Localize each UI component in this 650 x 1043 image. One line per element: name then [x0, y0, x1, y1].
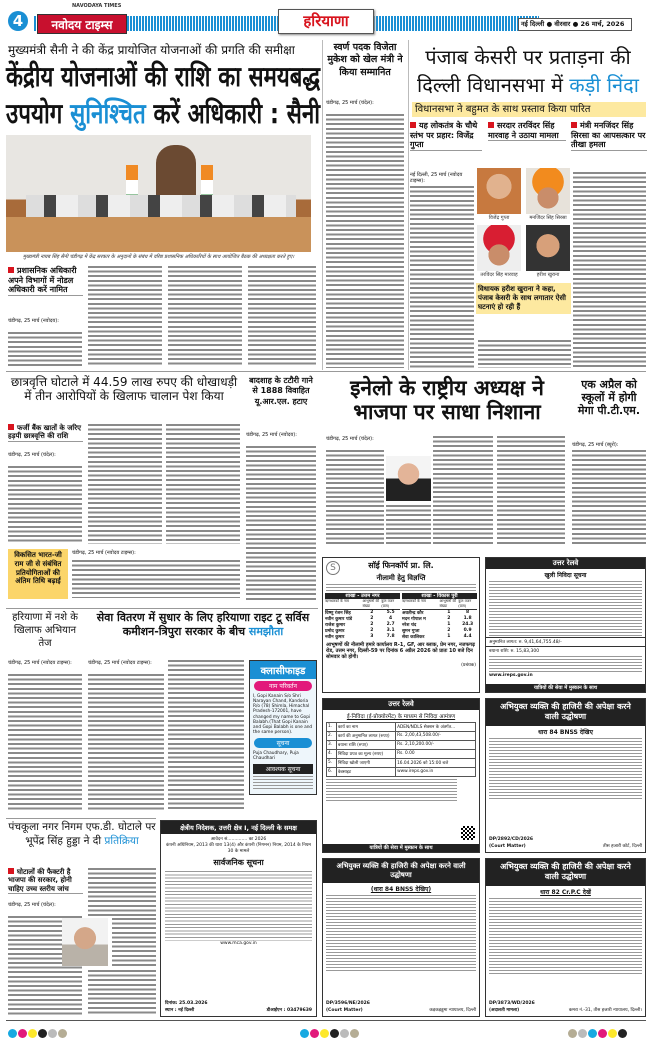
col-header: ऋणधारकों के नाम	[402, 599, 427, 603]
table-cell: 5.5	[386, 610, 395, 615]
viksit-label: विकसित भारत-जी राम जी से संबंधित प्रतियोगिताओं की अंतिम तिथि बढ़ाई	[8, 549, 68, 599]
punjab-strap: विधानसभा ने बहुमत के साथ प्रस्ताव किया पारित	[415, 104, 591, 115]
drugs-body	[8, 674, 82, 812]
table-cell: www.ireps.gov.in	[395, 768, 475, 776]
table-cell: 2	[447, 628, 451, 633]
masthead-logo: नवोदय टाइम्स	[37, 14, 127, 34]
date-line: नई दिल्ली ● वीरवार ● 26 मार्च, 2026	[521, 20, 625, 28]
table-cell: 4.4	[463, 634, 472, 639]
rail1-heading: खुली निविदा सूचना	[544, 572, 587, 579]
court2-body	[326, 895, 476, 971]
table-cell: 6.	[328, 769, 333, 774]
portrait-marwah	[477, 225, 521, 271]
table-row	[325, 634, 400, 640]
table-cell: Rs. 0.00	[395, 750, 475, 758]
portrait-khurana	[526, 225, 570, 271]
classified-title: क्लासीफाइड	[250, 661, 316, 679]
table-row	[326, 741, 476, 750]
lead-subhead: प्रशासनिक अधिकारी अपने विभागों में नोडल अधिकारी करें नामित	[8, 266, 83, 296]
scholarship-headline: छात्रवृत्ति घोटाले में 44.59 लाख रुपए की धोखाधड़ी में तीन आरोपियों के खिलाफ चालान पेश किया	[10, 375, 238, 404]
mca-din: डीआईएन : 03479639	[266, 1008, 312, 1013]
ptm-dateline: चंडीगढ़, 25 मार्च (ब्यूरो):	[572, 442, 619, 448]
masthead-small-text: NAVODAYA TIMES	[72, 3, 122, 9]
portrait-sirsa	[526, 168, 570, 214]
viksit-dateline: चंडीगढ़, 25 मार्च (नवोदय टाइम्स):	[72, 550, 136, 556]
court1-court: तीस हजारी कोर्ट, दिल्ली	[602, 844, 642, 849]
rail2-footer: यात्रियों की सेवा में मुस्कान के साथ	[323, 844, 479, 852]
hooda-subhead: घोटालों की फैक्टरी है भाजपा की सरकार, होनी चाहिए उच्च स्तरीय जांच	[8, 868, 83, 894]
court-proclamation-2	[322, 858, 480, 1017]
court3-title: अभियुक्त व्यक्ति की हाजिरी की अपेक्षा करने वाली उद्घोषणा	[486, 859, 645, 886]
punjab-dateline: नई दिल्ली, 25 मार्च (नवोदय टाइम्स):	[410, 172, 463, 184]
table-cell: निविदा प्रपत्र का मूल्य (रुपए)	[336, 750, 395, 758]
notice-label: सूचना	[254, 738, 312, 748]
important-label: आवश्यक सूचना	[253, 764, 313, 774]
punjab-strap-box	[412, 102, 646, 117]
table-cell: Rs. 2,10,200.00/-	[395, 741, 475, 749]
table-cell: राजेश कुमार	[325, 623, 346, 628]
name-change-text: I, Gopi Kanain S/o Shri Narayan Chand, Kandoria R/o (78) Shimla, Himachal Pradesh-172001, have changed my name to Gopi Balabh.(That Gopi Kanain and Gopi Balabh is one and the same person).	[253, 694, 313, 736]
mca-law: कंपनी अधिनियम, 2013 की धारा 13(4) और कंपनी (निगमन) नियम, 2014 के नियम 30 के मामले	[166, 843, 311, 854]
table-cell: 1	[447, 622, 451, 627]
medal-dateline: चंडीगढ़, 25 मार्च (चंदेल):	[326, 100, 374, 106]
medal-body	[326, 114, 404, 368]
hooda-photo	[62, 918, 108, 966]
punjab-body	[573, 172, 646, 368]
table-cell: 1	[447, 634, 451, 639]
court2-title: अभियुक्त व्यक्ति की हाजिरी की अपेक्षा करने वाली उद्घोषणा	[323, 859, 479, 883]
emblem-board	[156, 145, 196, 200]
portrait-name: तरविंदर सिंह मारवाह	[480, 272, 518, 278]
inld-body	[497, 436, 565, 545]
rail2-terms	[326, 779, 457, 801]
drugs-headline: हरियाणा में नशे के खिलाफ अभियान तेज	[12, 612, 78, 649]
rail1-emd: बयाना राशि: रु. 15,83,300	[486, 646, 645, 655]
qr-code-icon	[461, 826, 475, 840]
ptm-body	[572, 450, 646, 545]
table-row	[326, 768, 476, 777]
table-cell: 2	[370, 628, 374, 633]
portrait-name: हरीश खुराना	[536, 272, 560, 278]
lead-body	[248, 266, 316, 366]
notice-text: Puja Chaudhary, Puja Chaudhari	[253, 751, 299, 762]
lead-body	[88, 266, 162, 366]
table-cell: वेबसाइट	[336, 768, 395, 776]
table-cell: 16.04.2026 को 15:00 बजे	[395, 759, 475, 767]
headline-part: पंजाब केसरी पर प्रताड़ना की	[425, 45, 631, 69]
table-cell: Rs. 2,00,43,508.00/-	[395, 732, 475, 740]
headline-part: दिल्ली विधानसभा में	[417, 73, 570, 97]
col-header: कुल वजन (ग्राम)	[458, 599, 472, 608]
rail2-heading: ई-निविदा (ई-प्रोक्योरमेंट) के माध्यम से निविदा आमंत्रण	[346, 714, 456, 720]
hooda-dateline: चंडीगढ़, 25 मार्च (चंदेल):	[8, 902, 56, 908]
portrait-name-line	[477, 215, 521, 222]
lead-kicker-line	[8, 43, 318, 58]
rail-e-tender	[322, 698, 480, 853]
rail1-title: उत्तर रेलवे	[486, 558, 645, 569]
badshah-body	[246, 446, 316, 600]
hooda-body	[88, 970, 156, 1015]
table-cell: सेवा कालिकर	[402, 635, 425, 640]
sai-intro	[326, 584, 476, 592]
inld-body	[386, 505, 431, 545]
table-cell: 2	[370, 616, 374, 621]
table-cell: 5.	[328, 760, 333, 765]
rail1-footer: यात्रियों की सेवा में मुस्कान के साथ	[486, 684, 645, 692]
table-cell: 1.	[328, 724, 333, 729]
col-header: आभूषणों की संख्या	[439, 599, 457, 608]
headline-part: सेवा वितरण में सुधार के लिए हरियाणा राइट टू सर्विस कमीशन-त्रिपुरा सरकार के बीच	[96, 611, 310, 639]
table-cell: प्रमोद कुमार	[325, 629, 345, 634]
mca-website: www.mca.gov.in	[220, 941, 257, 946]
meeting-participants	[26, 195, 296, 217]
branch-label: शाखा - विकास पुरी	[402, 593, 477, 599]
table-cell: नवीन कुमार	[325, 635, 345, 640]
sai-branch-table-2	[402, 593, 477, 640]
punjab-body	[478, 340, 571, 368]
table-cell: 3.1	[386, 628, 395, 633]
court1-section: धारा 84 BNSS देखिए	[538, 728, 593, 736]
hooda-body	[112, 918, 156, 966]
color-registration-marks	[568, 1023, 628, 1042]
table-cell: 1	[447, 610, 451, 615]
service-body	[88, 674, 164, 812]
color-registration-marks	[300, 1023, 360, 1042]
scholarship-body	[88, 424, 162, 544]
mca-case: आवेदन सं.............. का 2026	[210, 837, 267, 842]
table-cell: निविदा खोली जाएगी	[336, 759, 395, 767]
mca-title: क्षेत्रीय निदेशक, उत्तरी क्षेत्र I, नई दिल्ली के समक्ष	[161, 821, 316, 834]
col-header: कुल वजन (ग्राम)	[381, 599, 395, 608]
table-cell: 2	[447, 616, 451, 621]
table-cell: 8	[466, 610, 470, 615]
portrait-vijender-gupta	[477, 168, 521, 214]
mca-body	[165, 871, 312, 941]
section-tab: हरियाणा	[278, 9, 374, 34]
khurana-quote: विधायक हरीश खुराना ने कहा, पंजाब केसरी के साथ लगातार ऐसी घटनाएं हो रही हैं	[476, 283, 571, 314]
court1-ref: DP/2892/CD/2026	[489, 837, 534, 842]
date-line-box	[518, 18, 632, 31]
table-cell: अवतीन्द्र कौर	[402, 611, 424, 616]
mca-heading: सार्वजनिक सूचना	[213, 858, 264, 867]
lead-body	[168, 266, 242, 366]
ptm-headline: एक अप्रैल को स्कूलों में होगी मेगा पी.टी.एम.	[577, 378, 641, 418]
table-cell: 3.	[328, 742, 333, 747]
court3-section: धारा 82 Cr.P.C देखें	[540, 888, 591, 896]
inld-body	[326, 450, 384, 545]
hooda-headline	[8, 821, 156, 848]
color-registration-marks	[8, 1023, 68, 1042]
court1-title: अभियुक्त व्यक्ति की हाजिरी की अपेक्षा करने वाली उद्घोषणा	[486, 699, 645, 726]
court-proclamation-3	[485, 858, 646, 1017]
inld-president-photo	[386, 456, 431, 501]
table-row	[326, 722, 476, 732]
portrait-name-line	[526, 215, 570, 222]
scholarship-subhead: फर्जी बैंक खातों के जरिए हड़पी छात्रवृत्ति की राशि	[8, 424, 83, 442]
inld-body	[433, 436, 493, 545]
scholarship-dateline: चंडीगढ़, 25 मार्च (चंदेल):	[8, 452, 56, 458]
sai-heading: नीलामी हेतु विज्ञप्ति	[376, 574, 426, 582]
court3-matter: (अदालती मामला)	[489, 1008, 520, 1013]
table-cell: 3	[370, 634, 374, 639]
headline-highlight: समझौता	[248, 625, 284, 639]
table-row	[326, 732, 476, 741]
table-cell: 4	[389, 616, 393, 621]
headline-line-wrap	[6, 97, 320, 131]
sai-logo-icon: S	[326, 561, 340, 575]
table-cell: 4.	[328, 751, 333, 756]
inld-dateline: चंडीगढ़, 25 मार्च (चंदेल):	[326, 436, 374, 442]
branch-label: शाखा - उत्तम नगर	[325, 593, 400, 599]
headline-part: पंचकूला नगर निगम एफ.डी. घोटाले पर भूपेंद्र सिंह हुड्डा ने दी	[8, 821, 156, 847]
headline-part: केंद्रीय योजनाओं की राशि का समयबद्ध	[6, 60, 321, 93]
table-cell: 2.7	[386, 622, 395, 627]
sai-title: सॉई फिनकॉर्प प्रा. लि.	[368, 561, 434, 570]
important-text	[253, 776, 313, 790]
sai-branch-table-1	[325, 593, 400, 640]
photo-caption: मुख्यमंत्री नायब सिंह सैनी चंडीगढ़ में केंद्र सरकार के अनुदानों के संबंध में वरिष्ठ प्रशासनिक अधिकारियों के साथ आयोजित बैठक की अध्यक्षता करते हुए।	[22, 254, 295, 260]
portrait-name: मनजिंदर सिंह सिरसा	[529, 215, 567, 221]
table-cell: ADEN/NDLS सेक्शन के अंतर्गत...	[395, 723, 475, 731]
name-change-label: नाम परिवर्तन	[254, 681, 312, 691]
headline-highlight: कड़ी निंदा	[569, 73, 639, 97]
rail1-value: अनुमानित लागत: रु. 9,41,64,755.48/-	[486, 637, 645, 646]
court-proclamation-1	[485, 698, 646, 853]
court3-body	[489, 898, 642, 974]
table-cell: 2	[370, 610, 374, 615]
table-cell: 2	[370, 622, 374, 627]
table-cell: कार्य की अनुमानित लागत (रुपए)	[336, 732, 395, 740]
rail1-body	[489, 581, 642, 637]
portrait-name-line	[477, 272, 521, 279]
sai-auction-notice	[322, 557, 480, 693]
rail1-website: www.ireps.gov.in	[489, 673, 533, 678]
lead-dateline: चंडीगढ़, 25 मार्च (नवोदय):	[8, 318, 59, 324]
photo-caption-line	[6, 254, 311, 261]
viksit-body	[72, 560, 240, 598]
rail2-title: उत्तर रेलवे	[323, 699, 479, 710]
drugs-dateline: चंडीगढ़, 25 मार्च (नवोदय टाइम्स):	[8, 660, 72, 666]
col-header: ऋणधारकों के नाम	[325, 599, 350, 603]
table-cell: 0.9	[463, 628, 472, 633]
headline-part: करें अधिकारी : सैनी	[145, 97, 321, 130]
rail1-terms	[489, 656, 642, 672]
table-cell: सुमन गुप्ता	[402, 629, 420, 634]
table-cell: 2.	[328, 733, 333, 738]
scholarship-body	[166, 424, 240, 544]
portrait-name-line	[526, 272, 570, 279]
badshah-headline: बादशाह के टटौरी गाने से 1888 विवाहित यू.आर.एल. हटाए	[249, 376, 313, 406]
lead-headline-line-2	[6, 97, 320, 131]
service-headline	[88, 611, 318, 640]
punjab-subhead-3: मंत्री मनजिंदर सिंह सिरसा का आपसत्कार पर तीखा हमला	[571, 121, 646, 150]
inld-headline: इनेलो के राष्ट्रीय अध्यक्ष ने भाजपा पर साधा निशाना	[350, 376, 544, 425]
scholarship-body	[8, 466, 82, 544]
service-body	[168, 660, 244, 812]
table-cell: नरेश चंद	[402, 623, 417, 628]
table-cell: मदन गोपाल म	[402, 617, 426, 622]
table-cell: 7.8	[386, 634, 395, 639]
court3-court: कमरा नं.-31, तीस हजारी न्यायालय, दिल्ली।	[568, 1008, 642, 1013]
mca-public-notice	[160, 820, 317, 1017]
court2-ref: DP/3596/NE/2026	[326, 1001, 370, 1006]
punjab-subhead-1: यह लोकतंत्र के चौथे स्तंभ पर प्रहार: विजेंद्र गुप्ता	[410, 121, 482, 151]
mca-date: दिनांक: 25.03.2026	[165, 1001, 208, 1006]
hooda-body	[88, 868, 156, 916]
table-row	[326, 759, 476, 768]
badshah-dateline: चंडीगढ़, 25 मार्च (नवोदय):	[246, 432, 297, 438]
table-cell: विष्णु रंजन सिंह	[325, 611, 351, 616]
headline-part: उपयोग	[6, 97, 71, 130]
lead-body	[8, 332, 82, 366]
sai-footer: आभूषणों की नीलामी हमारे कार्यालय R-1, GF, आर ब्लाक, प्रेम नगर, नजफगढ़ रोड, उत्तम नगर, दिल्ली-59 पर दिनांक 6 अप्रैल 2026 को प्रातः 10 बजे दिन सोमवार को होगी।	[326, 642, 475, 660]
col-header: आभूषणों की संख्या	[362, 599, 380, 608]
rail-open-tender	[485, 557, 646, 693]
lead-kicker: मुख्यमंत्री सैनी ने की केंद्र प्रायोजित योजनाओं की प्रगति की समीक्षा	[8, 43, 295, 57]
court1-body	[489, 738, 642, 800]
medal-headline: स्वर्ण पदक विजेता मुकेश को खेल मंत्री ने किया सम्मानित	[327, 42, 403, 78]
table-cell: नवीन कुमार पांडे	[325, 617, 353, 622]
table-cell: बयाना राशि (रुपए)	[336, 741, 395, 749]
court1-matter: (Court Matter)	[489, 844, 526, 849]
punjab-subhead-2: सरदार तरविंदर सिंह मारवाह ने उठाया मामला	[488, 121, 566, 141]
punjab-headline-line-2	[410, 72, 646, 99]
table-cell: 1.8	[463, 616, 472, 621]
page-number: 4	[8, 11, 28, 31]
table-row	[402, 634, 477, 640]
table-cell: 24.3	[462, 622, 474, 627]
court3-ref: DP/3873/WD/2026	[489, 1001, 535, 1006]
classified-box	[249, 660, 317, 795]
sai-sign: (प्रबंधक)	[461, 663, 476, 668]
headline-highlight: सुनिश्चित	[70, 97, 146, 130]
court2-section: (धारा 84 BNSS देखिए)	[370, 886, 432, 894]
punjab-body	[410, 186, 474, 368]
punjab-headline-line-1	[410, 44, 646, 71]
service-dateline: चंडीगढ़, 25 मार्च (नवोदय टाइम्स):	[88, 660, 152, 666]
lead-headline-line-1	[6, 60, 320, 94]
court2-court: कड़कड़डूमा न्यायालय, दिल्ली	[429, 1008, 476, 1013]
court2-matter: (Court Matter)	[326, 1008, 363, 1013]
mca-place: स्थान : नई दिल्ली	[165, 1008, 195, 1013]
table-row	[326, 750, 476, 759]
table-cell: कार्य का नाम	[336, 723, 395, 731]
meeting-photo	[6, 135, 311, 252]
headline-highlight: प्रतिक्रिया	[104, 834, 139, 847]
portrait-name: विजेंद्र गुप्ता	[488, 215, 510, 221]
headline-line-wrap	[417, 72, 639, 99]
